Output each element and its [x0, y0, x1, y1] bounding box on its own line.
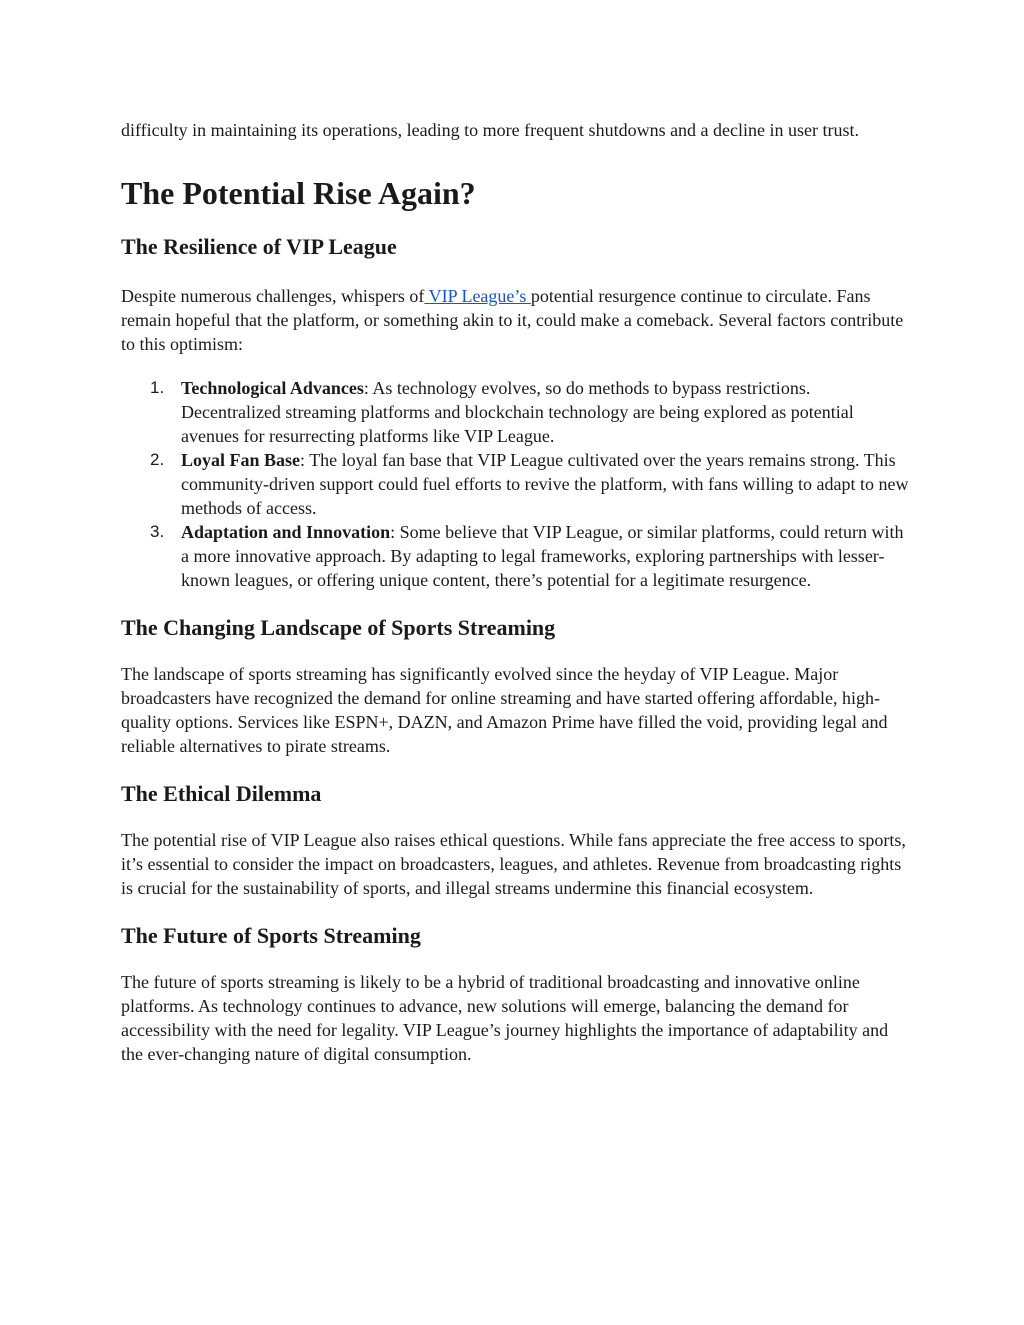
resilience-heading: The Resilience of VIP League — [121, 234, 397, 259]
list-item — [121, 448, 911, 520]
intro-paragraph: difficulty in maintaining its operations, leading to more frequent shutdowns and a decline in user trust. — [121, 120, 860, 140]
list-item-number: 1. — [150, 378, 165, 397]
list-item-title: Loyal Fan Base — [181, 450, 301, 470]
list-item-number: 2. — [150, 450, 165, 469]
future-heading: The Future of Sports Streaming — [121, 923, 421, 948]
list-item-text: : Some believe that VIP League, or similar platforms, could return with a more innovative approach. By adapting to legal frameworks, exploring partnerships with lesser-known leagues, or offering unique content, there’s potential for a legitimate resurgence. — [181, 522, 904, 590]
factors-list — [121, 376, 911, 592]
list-item-title: Technological Advances — [181, 378, 364, 398]
resilience-text-after-link: potential resurgence continue to circulate. Fans remain hopeful that the platform, or something akin to it, could make a comeback. Several factors contribute to this optimism: — [121, 286, 904, 354]
list-item — [121, 376, 911, 448]
ethics-heading: The Ethical Dilemma — [121, 781, 322, 806]
landscape-paragraph: The landscape of sports streaming has significantly evolved since the heyday of VIP League. Major broadcasters have recognized the demand for online streaming and have started offering affordable, high-quality options. Services like ESPN+, DAZN, and Amazon Prime have filled the void, providing legal and reliable alternatives to pirate streams. — [121, 664, 888, 756]
resilience-text-before-link: Despite numerous challenges, whispers of — [121, 286, 425, 306]
list-item-number: 3. — [150, 522, 165, 541]
ethics-paragraph: The potential rise of VIP League also raises ethical questions. While fans appreciate the free access to sports, it’s essential to consider the impact on broadcasters, leagues, and athletes. Revenue from broadcasting rights is crucial for the sustainability of sports, and illegal streams undermine this financial ecosystem. — [121, 830, 906, 898]
list-item-text: : The loyal fan base that VIP League cultivated over the years remains strong. This community-driven support could fuel efforts to revive the platform, with fans willing to adapt to new methods of access. — [181, 450, 909, 518]
landscape-heading: The Changing Landscape of Sports Streaming — [121, 615, 556, 640]
document-page — [121, 118, 911, 1066]
list-item-text: : As technology evolves, so do methods to bypass restrictions. Decentralized streaming platforms and blockchain technology are being explored as potential avenues for resurrecting platforms like VIP League. — [181, 378, 854, 446]
future-paragraph: The future of sports streaming is likely to be a hybrid of traditional broadcasting and innovative online platforms. As technology continues to advance, new solutions will emerge, balancing the demand for accessibility with the need for legality. VIP League’s journey highlights the importance of adaptability and the ever-changing nature of digital consumption. — [121, 972, 889, 1064]
resilience-paragraph — [121, 284, 911, 356]
list-item — [121, 520, 911, 592]
main-heading: The Potential Rise Again? — [121, 175, 476, 211]
list-item-title: Adaptation and Innovation — [181, 522, 391, 542]
vip-league-link[interactable]: VIP League’s — [424, 286, 531, 306]
